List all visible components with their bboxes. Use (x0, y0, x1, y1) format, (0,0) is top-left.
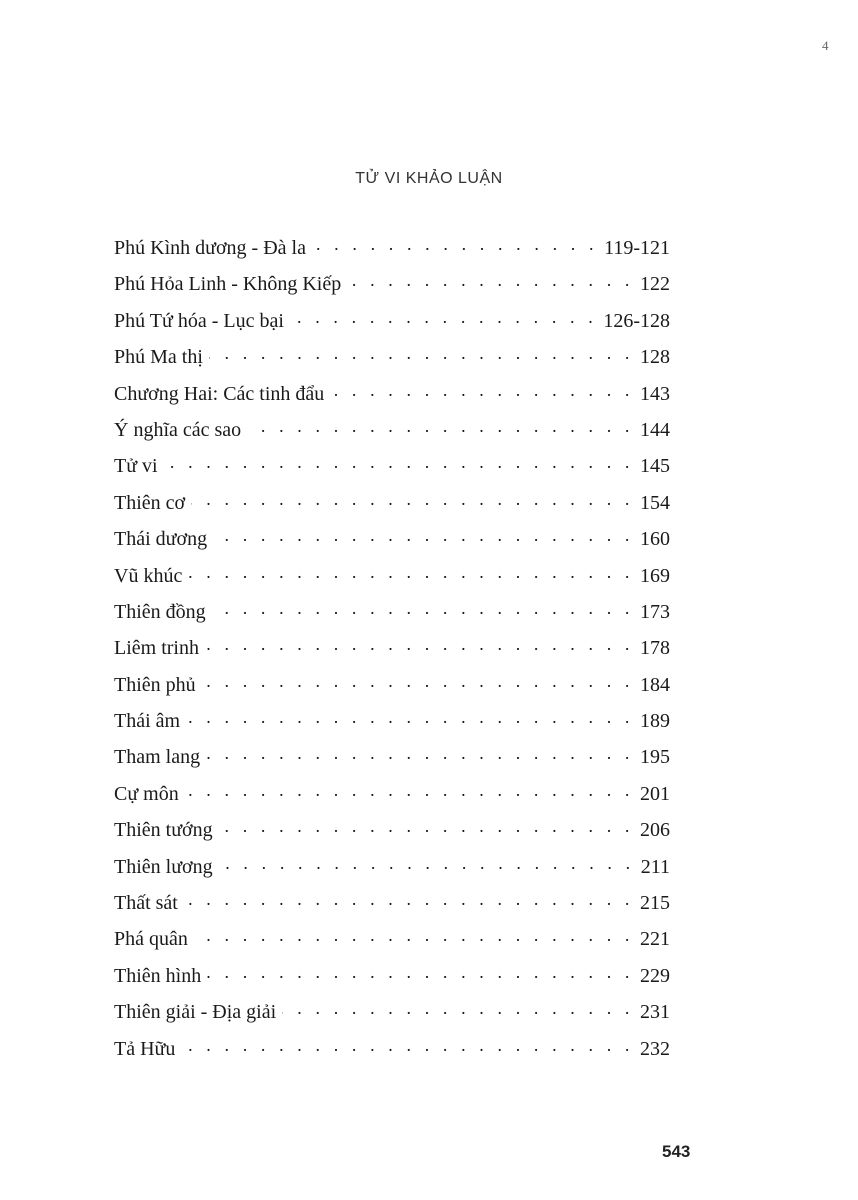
toc-entry-title: Tham lang (114, 746, 201, 769)
toc-entry (114, 594, 670, 630)
toc-entry-title: Vũ khúc (114, 564, 183, 587)
toc-entry-title: Ý nghĩa các sao (114, 418, 242, 441)
toc-entry (114, 630, 670, 666)
toc-entry-title: Tả Hữu (114, 1037, 176, 1060)
dot-leader (206, 743, 634, 763)
dot-leader (290, 307, 597, 327)
dot-leader (219, 816, 634, 836)
dot-leader (184, 889, 634, 909)
toc-entry (114, 885, 670, 921)
toc-entry-title: Thiên phủ (114, 673, 196, 696)
toc-entry-page: 206 (640, 819, 670, 842)
toc-entry (114, 994, 670, 1030)
table-of-contents (114, 230, 670, 1067)
dot-leader (164, 452, 634, 472)
dot-leader (219, 853, 635, 873)
toc-entry (114, 739, 670, 775)
dot-leader (247, 416, 634, 436)
toc-entry (114, 703, 670, 739)
toc-entry-title: Thiên giải - Địa giải (114, 1001, 277, 1024)
toc-entry (114, 485, 670, 521)
dot-leader (282, 998, 634, 1018)
toc-entry-title: Phú Tứ hóa - Lục bại (114, 309, 284, 332)
toc-entry-page: 144 (640, 418, 670, 441)
toc-entry (114, 303, 670, 339)
toc-entry (114, 812, 670, 848)
toc-entry (114, 558, 670, 594)
toc-entry-page: 173 (640, 600, 670, 623)
dot-leader (212, 598, 634, 618)
toc-entry-title: Thái âm (114, 710, 181, 733)
dot-leader (207, 962, 634, 982)
toc-entry-page: 119-121 (604, 237, 670, 259)
toc-entry (114, 776, 670, 812)
toc-entry-title: Chương Hai: Các tinh đẩu (114, 382, 325, 405)
toc-entry-page: 232 (640, 1037, 670, 1060)
dot-leader (185, 780, 634, 800)
toc-entry-page: 201 (640, 782, 670, 805)
toc-entry (114, 230, 670, 266)
toc-entry (114, 266, 670, 302)
toc-entry-title: Thiên tướng (114, 819, 213, 842)
dot-leader (347, 270, 634, 290)
toc-entry-page: 126-128 (603, 309, 670, 332)
dot-leader (202, 671, 634, 691)
toc-entry-title: Thất sát (114, 892, 178, 915)
toc-entry-title: Phú Hỏa Linh - Không Kiếp (114, 273, 342, 296)
toc-entry-page: 169 (640, 564, 670, 587)
toc-entry (114, 448, 670, 484)
toc-entry-page: 184 (640, 673, 670, 696)
dot-leader (194, 925, 634, 945)
page-number: 543 (662, 1142, 691, 1161)
toc-entry-title: Phá quân (114, 928, 188, 951)
toc-entry-title: Cự môn (114, 782, 179, 805)
toc-entry (114, 339, 670, 375)
toc-entry (114, 1031, 670, 1067)
corner-mark: 4 (822, 38, 829, 53)
toc-entry (114, 521, 670, 557)
toc-entry-page: 229 (640, 964, 670, 987)
toc-entry-page: 195 (640, 746, 670, 769)
toc-entry-page: 154 (640, 491, 670, 514)
toc-entry (114, 412, 670, 448)
toc-entry (114, 376, 670, 412)
dot-leader (213, 525, 634, 545)
toc-entry-title: Thiên hình (114, 964, 202, 987)
dot-leader (188, 562, 634, 582)
toc-entry (114, 958, 670, 994)
toc-entry (114, 849, 670, 885)
toc-entry-title: Phú Kình dương - Đà la (114, 237, 306, 259)
dot-leader (186, 707, 634, 727)
toc-entry-page: 128 (640, 346, 670, 369)
dot-leader (205, 634, 634, 654)
toc-entry-title: Thiên cơ (114, 491, 186, 514)
dot-leader (330, 380, 634, 400)
dot-leader (181, 1035, 634, 1055)
dot-leader (209, 343, 634, 363)
toc-entry-page: 221 (640, 928, 670, 951)
toc-entry-title: Tử vi (114, 455, 158, 478)
toc-entry (114, 921, 670, 957)
toc-entry-page: 178 (640, 637, 670, 660)
toc-entry-page: 211 (640, 855, 670, 878)
toc-entry (114, 667, 670, 703)
toc-entry-page: 215 (640, 892, 670, 915)
dot-leader (191, 489, 634, 509)
toc-entry-title: Thiên lương (114, 855, 213, 878)
running-head: TỬ VI KHẢO LUẬN (355, 170, 503, 187)
toc-entry-page: 189 (640, 710, 670, 733)
toc-entry-title: Phú Ma thị (114, 346, 203, 369)
dot-leader (312, 234, 598, 254)
toc-entry-page: 160 (640, 528, 670, 551)
toc-entry-title: Thiên đồng (114, 600, 206, 623)
toc-entry-title: Liêm trinh (114, 637, 199, 660)
toc-entry-page: 122 (640, 273, 670, 296)
toc-entry-page: 143 (640, 382, 670, 405)
toc-entry-page: 231 (640, 1001, 670, 1024)
toc-entry-page: 145 (640, 455, 670, 478)
toc-entry-title: Thái dương (114, 528, 208, 551)
